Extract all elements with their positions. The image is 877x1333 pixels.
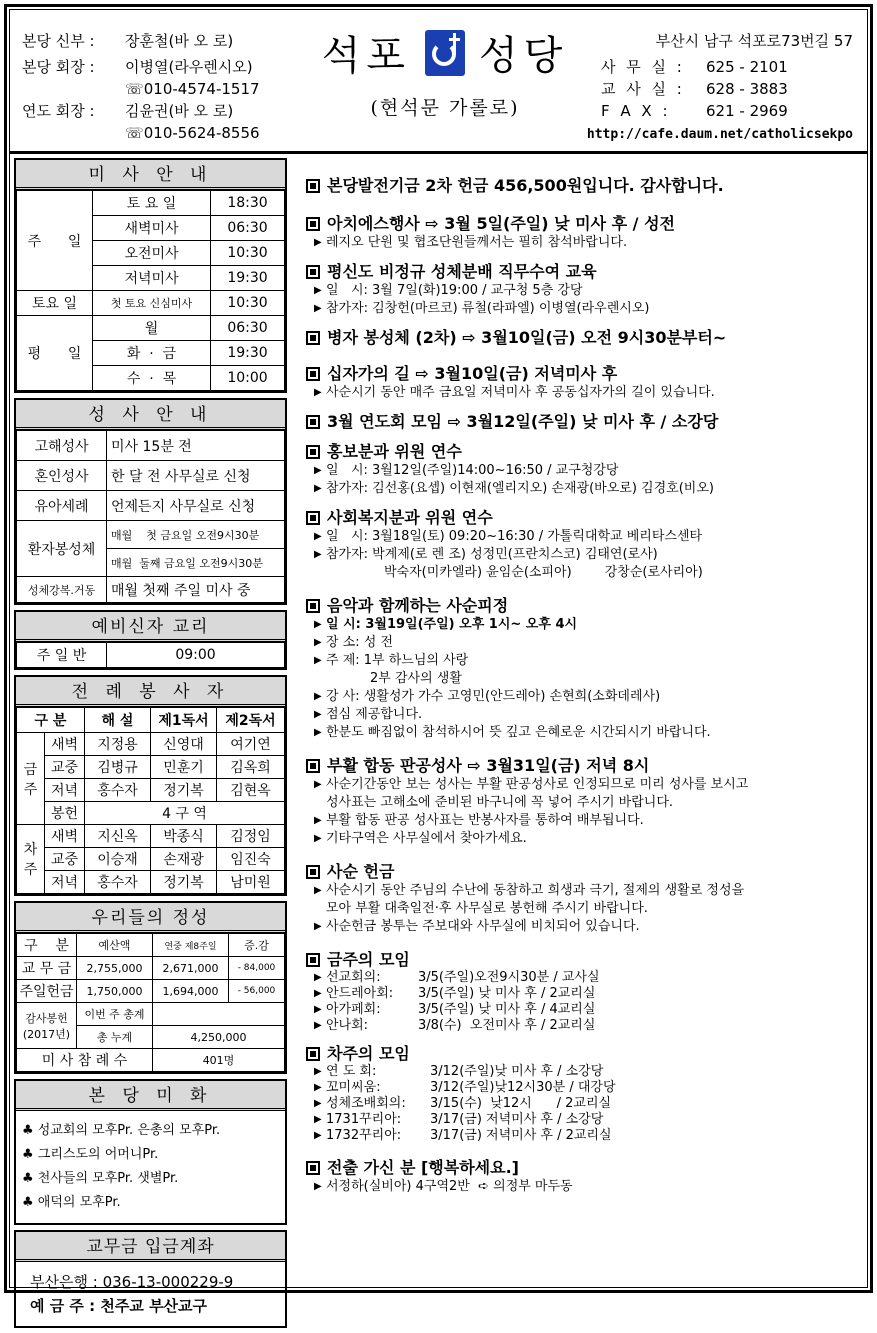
mass-name: 첫 토요 신심미사 [93, 291, 211, 316]
notice-title: 사순 헌금 [327, 862, 395, 881]
mass-time: 10:00 [211, 366, 285, 391]
notices-column [306, 176, 866, 1206]
participants-continued: 박숙자(미카엘라) 윤임순(소피아) 강창순(로사리아) [384, 565, 703, 580]
this-week-label: 금 주 [17, 733, 45, 825]
pastor-label: 본당 신부 : [22, 32, 95, 50]
notice-title: 금주의 모임 [327, 950, 410, 969]
saturday-label: 토요 일 [17, 291, 93, 316]
budget: 1,750,000 [77, 980, 153, 1003]
cafe-link[interactable]: http://cafe.daum.net/catholicsekpo [586, 127, 853, 142]
col-header: 해 설 [85, 708, 151, 733]
commentator: 지정용 [85, 733, 151, 756]
sacrament-title: 성 사 안 내 [16, 400, 285, 430]
offering-district: 4 구 역 [85, 802, 285, 825]
title-right: 성당 [479, 33, 569, 79]
title-left: 석포 [321, 33, 411, 79]
sacrament-info: 한 달 전 사무실로 신청 [107, 461, 285, 491]
office-label: 사 무 실 : [601, 58, 685, 76]
notice-title: 전출 가신 분 [행복하세요.] [327, 1158, 519, 1177]
notice-item: 평신도 비정규 성체분배 직무수여 교육 ▶ 일 시: 3월 7일(화)19:00 / 교구청 5층 강당 ▶ 참가자: 김창헌(마르코) 류철(라파엘) 이병열(라우렌시오) [306, 262, 866, 318]
bulletin-header [10, 10, 867, 154]
mass-time: 06:30 [211, 316, 285, 341]
square-bullet-icon [306, 759, 320, 773]
reader2: 김현옥 [217, 779, 285, 802]
page-inner-border [9, 9, 868, 1315]
triangle-bullet-icon: ▶ [314, 1082, 322, 1093]
grand-total: 4,250,000 [153, 1026, 285, 1049]
offering-report [14, 901, 287, 1074]
triangle-bullet-icon: ▶ [314, 285, 322, 296]
notice-item: 차주의 모임 ▶ 연 도 회: 3/12(주일)낮 미사 후 / 소강당 ▶ 꼬미씨움: 3/12(주일)낮12시30분 / 대강당 ▶ 성체조배회의: 3/15(수) 낮12시 / 2교리실 ▶ 1731꾸리아: 3/17(금) 저녁미사 후 / 소강당 ▶ 1732꾸리아: 3/17(금) 저녁미사 후 / 2교리실 [306, 1044, 866, 1144]
triangle-bullet-icon: ▶ [314, 1004, 322, 1015]
triangle-bullet-icon: ▶ [314, 815, 322, 826]
triangle-bullet-icon: ▶ [314, 727, 322, 738]
notice-title: 홍보분과 위원 연수 [327, 442, 462, 461]
pastor-name: 장훈철(바 오 로) [125, 32, 234, 50]
grand-total-label: 총 누계 [77, 1026, 153, 1049]
triangle-bullet-icon: ▶ [314, 1114, 322, 1125]
square-bullet-icon [306, 415, 320, 429]
mass-title: 미 사 안 내 [16, 160, 285, 190]
notice-item [306, 176, 866, 196]
sacrament-info: 언제든지 사무실로 신청 [107, 491, 285, 521]
col-header: 연중 제8주일 [153, 934, 229, 957]
club-icon: ♣ [22, 1195, 34, 1210]
sacrament-info: 매월 첫째 주일 미사 중 [107, 577, 285, 603]
commentator: 이승재 [85, 848, 151, 871]
triangle-bullet-icon: ▶ [314, 531, 322, 542]
notice-title: 십자가의 길 ⇨ 3월10일(금) 저녁미사 후 [327, 364, 618, 383]
flower-donors [14, 1079, 287, 1225]
mass-name: 저녁미사 [93, 266, 211, 291]
youth-name: 김윤권(바 오 로) [125, 102, 234, 120]
mass-time: 10:30 [211, 291, 285, 316]
mass-name: 수 · 목 [93, 366, 211, 391]
account-holder: 천주교 부산교구 [100, 1297, 208, 1315]
sacrament-name: 성체강복.거동 [17, 577, 107, 603]
commentator: 홍수자 [85, 871, 151, 894]
col-header: 제1독서 [151, 708, 217, 733]
notice-item: 전출 가신 분 [행복하세요.] ▶ 서정하(실비아) 4구역2반 ➪ 의정부 마두동 [306, 1158, 866, 1196]
sacrament-info: 매월 둘째 금요일 오전9시30분 [107, 549, 285, 577]
mass-schedule [14, 158, 287, 393]
week-total [153, 1003, 285, 1026]
club-icon: ♣ [22, 1123, 34, 1138]
notice-title: 아치에스행사 ⇨ 3월 5일(주일) 낮 미사 후 / 성전 [327, 214, 675, 233]
club-icon: ♣ [22, 1147, 34, 1162]
church-logo-icon [425, 30, 465, 76]
notice-item: 홍보분과 위원 연수 ▶ 일 시: 3월12일(주일)14:00~16:50 / 교구청강당 ▶ 참가자: 김선홍(요셉) 이현재(엘리지오) 손재광(바오로) 김경호(비오) [306, 442, 866, 498]
sacrament-guide [14, 398, 287, 605]
notice-item [306, 328, 866, 348]
reader2: 김옥희 [217, 756, 285, 779]
square-bullet-icon [306, 953, 320, 967]
president-name: 이병열(라우렌시오) [125, 58, 253, 76]
attendance-count: 401명 [153, 1049, 285, 1072]
youth-label: 연도 회장 : [22, 102, 95, 120]
sacrament-name: 고해성사 [17, 431, 107, 461]
reader1: 손재광 [151, 848, 217, 871]
teacher-phone: 628 - 3883 [706, 80, 788, 98]
triangle-bullet-icon: ▶ [314, 303, 322, 314]
triangle-bullet-icon: ▶ [314, 483, 322, 494]
notice-title: 3월 연도회 모임 ⇨ 3월12일(주일) 낮 미사 후 / 소강당 [327, 412, 719, 431]
reader2: 김정임 [217, 825, 285, 848]
reader2: 여기연 [217, 733, 285, 756]
next-week-label: 차 주 [17, 825, 45, 894]
address: 부산시 남구 석포로73번길 57 [655, 32, 853, 50]
triangle-bullet-icon: ▶ [314, 1066, 322, 1077]
week-total-label: 이번 주 총계 [77, 1003, 153, 1026]
square-bullet-icon [306, 179, 320, 193]
continuation: 성사표는 고해소에 준비된 바구니에 꼭 넣어 주시기 바랍니다. [326, 795, 674, 810]
triangle-bullet-icon: ▶ [314, 885, 322, 896]
finance-title: 우리들의 정성 [16, 903, 285, 933]
triangle-bullet-icon: ▶ [314, 619, 322, 630]
account-title: 교무금 입금계좌 [16, 1232, 285, 1262]
square-bullet-icon [306, 865, 320, 879]
fund-name: 교 무 금 [17, 957, 77, 980]
notice-item [306, 412, 866, 432]
mass-name: 새벽미사 [93, 216, 211, 241]
reader2: 임진숙 [217, 848, 285, 871]
budget: 2,755,000 [77, 957, 153, 980]
president-phone: ☏010-4574-1517 [125, 80, 260, 98]
mass-name: 토 요 일 [93, 191, 211, 216]
square-bullet-icon [306, 445, 320, 459]
col-header: 구 분 [17, 708, 85, 733]
triangle-bullet-icon: ▶ [314, 833, 322, 844]
reader1: 정기복 [151, 871, 217, 894]
notice-item: 사순 헌금 ▶ 사순시기 동안 주님의 수난에 동참하고 희생과 극기, 절제의 생활로 정성을 모아 부활 대축일전·후 사무실로 봉헌해 주시기 바랍니다. ▶ 사순헌금 봉투는 주보대와 사무실에 비치되어 있습니다. [306, 862, 866, 936]
slot: 봉헌 [45, 802, 85, 825]
actual: 2,671,000 [153, 957, 229, 980]
theme-part2: 2부 감사의 생활 [370, 671, 462, 686]
flower-item: ♣ 성교회의 모후Pr. 은총의 모후Pr. [22, 1123, 221, 1138]
triangle-bullet-icon: ▶ [314, 237, 322, 248]
catechumen-title: 예비신자 교리 [16, 612, 285, 642]
col-header: 예산액 [77, 934, 153, 957]
square-bullet-icon [306, 265, 320, 279]
triangle-bullet-icon: ▶ [314, 709, 322, 720]
triangle-bullet-icon: ▶ [314, 637, 322, 648]
col-header: 구 분 [17, 934, 77, 957]
mass-name: 월 [93, 316, 211, 341]
triangle-bullet-icon: ▶ [314, 1130, 322, 1141]
col-header: 제2독서 [217, 708, 285, 733]
notice-title: 음악과 함께하는 사순피정 [327, 596, 509, 615]
triangle-bullet-icon: ▶ [314, 921, 322, 932]
mass-time: 19:30 [211, 266, 285, 291]
triangle-bullet-icon: ▶ [314, 549, 322, 560]
slot: 저녁 [45, 779, 85, 802]
square-bullet-icon [306, 217, 320, 231]
sacrament-info: 미사 15분 전 [107, 431, 285, 461]
catechumen-class [14, 610, 287, 670]
col-header: 증.감 [229, 934, 285, 957]
mass-time: 19:30 [211, 341, 285, 366]
continuation: 모아 부활 대축일전·후 사무실로 봉헌해 주시기 바랍니다. [326, 901, 648, 916]
holder-row: 예 금 주 : 천주교 부산교구 [30, 1297, 208, 1315]
bulletin-page [4, 4, 873, 1315]
mass-name: 오전미사 [93, 241, 211, 266]
church-title [310, 24, 580, 120]
triangle-bullet-icon: ▶ [314, 1020, 322, 1031]
notice-item: 부활 합동 판공성사 ⇨ 3월31일(금) 저녁 8시 ▶ 사순기간동안 보는 성사는 부활 판공성사로 인정되므로 미리 성사를 보시고 성사표는 고해소에 준비된 바구니에 꼭 넣어 주시기 바랍니다. ▶ 부활 합동 판공 성사표는 반봉사자를 통하여 배부됩니다. ▶ 기타구역은 사무실에서 찾아가세요. [306, 756, 866, 848]
slot: 새벽 [45, 825, 85, 848]
actual: 1,694,000 [153, 980, 229, 1003]
slot: 저녁 [45, 871, 85, 894]
club-icon: ♣ [22, 1171, 34, 1186]
notice-item: 음악과 함께하는 사순피정 ▶ 일 시: 3월19일(주일) 오후 1시~ 오후 4시 ▶ 장 소: 성 전 ▶ 주 제: 1부 하느님의 사랑 2부 감사의 생활 ▶ 강 사: 생활성가 가수 고영민(안드레아) 손현희(소화데레사) ▶ 점심 제공합니다. ▶ 한분도 빠짐없이 참석하시어 뜻 깊고 은혜로운 시간되시기 바랍니다. [306, 596, 866, 742]
mass-time: 10:30 [211, 241, 285, 266]
difference: - 84,000 [229, 957, 285, 980]
teacher-label: 교 사 실 : [601, 80, 685, 98]
notice-item: 사회복지분과 위원 연수 ▶ 일 시: 3월18일(토) 09:20~16:30 / 가톨릭대학교 베리타스센타 ▶ 참가자: 박계제(로 렌 조) 성정민(프란치스코) 김태연(로사) 박숙자(미카엘라) 윤임순(소피아) 강창순(로사리아) [306, 508, 866, 582]
square-bullet-icon [306, 1047, 320, 1061]
sunday-label: 주 일 [17, 191, 93, 291]
square-bullet-icon [306, 331, 320, 345]
notice-title: 평신도 비정규 성체분배 직무수여 교육 [327, 262, 597, 281]
square-bullet-icon [306, 1161, 320, 1175]
notice-item: 십자가의 길 ⇨ 3월10일(금) 저녁미사 후 ▶ 사순시기 동안 매주 금요일 저녁미사 후 공동십자가의 길이 있습니다. [306, 364, 866, 402]
triangle-bullet-icon: ▶ [314, 387, 322, 398]
sacrament-info: 매월 첫 금요일 오전9시30분 [107, 521, 285, 549]
notice-title: 본당발전기금 2차 헌금 456,500원입니다. 감사합니다. [327, 176, 724, 195]
notice-title: 사회복지분과 위원 연수 [327, 508, 493, 527]
square-bullet-icon [306, 367, 320, 381]
flower-item: ♣ 그리스도의 어머니Pr. [22, 1147, 159, 1162]
fax-label: F A X : [601, 102, 671, 120]
triangle-bullet-icon: ▶ [314, 988, 322, 999]
square-bullet-icon [306, 511, 320, 525]
mass-time: 18:30 [211, 191, 285, 216]
commentator: 지신옥 [85, 825, 151, 848]
notice-title: 차주의 모임 [327, 1044, 410, 1063]
reader1: 박종식 [151, 825, 217, 848]
office-phone: 625 - 2101 [706, 58, 788, 76]
commentator: 김병규 [85, 756, 151, 779]
notice-title: 부활 합동 판공성사 ⇨ 3월31일(금) 저녁 8시 [327, 756, 650, 775]
difference: - 56,000 [229, 980, 285, 1003]
thanks-offering-label: 감사봉헌 (2017년) [17, 1003, 77, 1049]
account-number: 036-13-000229-9 [102, 1273, 234, 1291]
notice-item: 아치에스행사 ⇨ 3월 5일(주일) 낮 미사 후 / 성전 ▶ 레지오 단원 및 협조단원들께서는 필히 참석바랍니다. [306, 214, 866, 252]
triangle-bullet-icon: ▶ [314, 465, 322, 476]
slot: 교중 [45, 756, 85, 779]
catechumen-day: 주 일 반 [17, 643, 107, 668]
reader1: 신영대 [151, 733, 217, 756]
notice-title: 병자 봉성체 (2차) ⇨ 3월10일(금) 오전 9시30분부터~ [327, 328, 727, 347]
fund-name: 주일헌금 [17, 980, 77, 1003]
slot: 교중 [45, 848, 85, 871]
mass-time: 06:30 [211, 216, 285, 241]
fax-number: 621 - 2969 [706, 102, 788, 120]
mass-name: 화 · 금 [93, 341, 211, 366]
notice-item: 금주의 모임 ▶ 선교회의: 3/5(주일)오전9시30분 / 교사실 ▶ 안드레아회: 3/5(주일) 낮 미사 후 / 2교리실 ▶ 아가페회: 3/5(주일) 낮 미사 후 / 4교리실 ▶ 안나회: 3/8(수) 오전미사 후 / 2교리실 [306, 950, 866, 1034]
sacrament-name: 혼인성사 [17, 461, 107, 491]
weekday-label: 평 일 [17, 316, 93, 391]
left-column [14, 158, 287, 1333]
bank-row: 부산은행 : 036-13-000229-9 [30, 1273, 234, 1291]
president-label: 본당 회장 : [22, 58, 95, 76]
reader1: 민훈기 [151, 756, 217, 779]
reader1: 정기복 [151, 779, 217, 802]
bank-account [14, 1230, 287, 1328]
patron-subtitle: (현석문 가롤로) [370, 97, 520, 119]
flower-item: ♣ 천사들의 모후Pr. 샛별Pr. [22, 1171, 179, 1186]
staff-info [22, 30, 260, 144]
flowers-title: 본 당 미 화 [16, 1081, 285, 1111]
triangle-bullet-icon: ▶ [314, 972, 322, 983]
triangle-bullet-icon: ▶ [314, 691, 322, 702]
sacrament-name: 유아세례 [17, 491, 107, 521]
commentator: 홍수자 [85, 779, 151, 802]
contact-info [583, 30, 853, 146]
square-bullet-icon [306, 599, 320, 613]
attendance-label: 미 사 참 례 수 [17, 1049, 153, 1072]
sacrament-name: 환자봉성체 [17, 521, 107, 577]
triangle-bullet-icon: ▶ [314, 779, 322, 790]
reader2: 남미원 [217, 871, 285, 894]
catechumen-time: 09:00 [107, 643, 285, 668]
liturgy-servers [14, 675, 287, 896]
flower-item: ♣ 애덕의 모후Pr. [22, 1195, 121, 1210]
triangle-bullet-icon: ▶ [314, 1098, 322, 1109]
youth-phone: ☏010-5624-8556 [125, 124, 260, 142]
liturgy-title: 전 례 봉 사 자 [16, 677, 285, 707]
triangle-bullet-icon: ▶ [314, 1181, 322, 1192]
slot: 새벽 [45, 733, 85, 756]
triangle-bullet-icon: ▶ [314, 655, 322, 666]
